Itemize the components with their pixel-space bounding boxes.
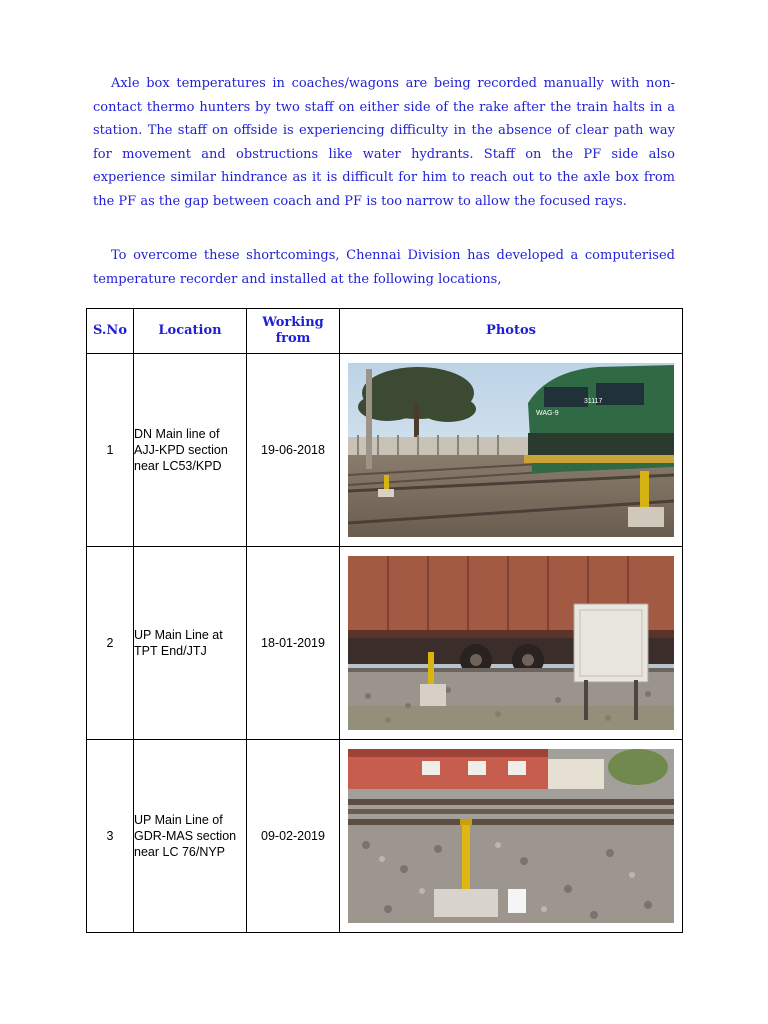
cell-location: DN Main line of AJJ-KPD section near LC53/KPD: [134, 354, 247, 547]
table-row: [87, 740, 683, 933]
overview-paragraph: To overcome these shortcomings, Chennai Division has developed a computerised temperature recorder and installed at the following locations,: [93, 248, 675, 287]
loco-front-label: WAG-9: [536, 410, 559, 417]
table-row: [87, 547, 683, 740]
wagon-with-recorder-box-photo: [348, 556, 674, 730]
intro-paragraph: Axle box temperatures in coaches/wagons are being recorded manually with non-contact thermo hunters by two staff on either side of the rake after the train halts in a station. The staff on offside is experiencing difficulty in the absence of clear path way for movement and obstructions like water hydrants. Staff on the PF side also experience similar hindrance as it is difficult for him to reach out to the axle box from the PF as the gap between coach and PF is too narrow to allow the focused rays.: [93, 76, 675, 209]
cell-sno: 1: [87, 354, 134, 547]
cell-location: UP Main Line of GDR-MAS section near LC 76/NYP: [134, 740, 247, 933]
locomotive-with-yellow-post-photo: [348, 363, 674, 537]
cell-working-from: 18-01-2019: [247, 547, 340, 740]
header-sno: S.No: [87, 309, 134, 354]
cell-sno: 2: [87, 547, 134, 740]
header-photos: Photos: [340, 309, 683, 354]
yellow-post-on-ballast-photo: [348, 749, 674, 923]
cell-location: UP Main Line at TPT End/JTJ: [134, 547, 247, 740]
loco-number-label: 31117: [584, 398, 603, 405]
cell-working-from: 19-06-2018: [247, 354, 340, 547]
table-header-row: [87, 309, 683, 354]
table-row: [87, 354, 683, 547]
locations-table: [86, 308, 683, 933]
cell-working-from: 09-02-2019: [247, 740, 340, 933]
header-working-from: Working from: [247, 309, 340, 354]
header-location: Location: [134, 309, 247, 354]
cell-sno: 3: [87, 740, 134, 933]
